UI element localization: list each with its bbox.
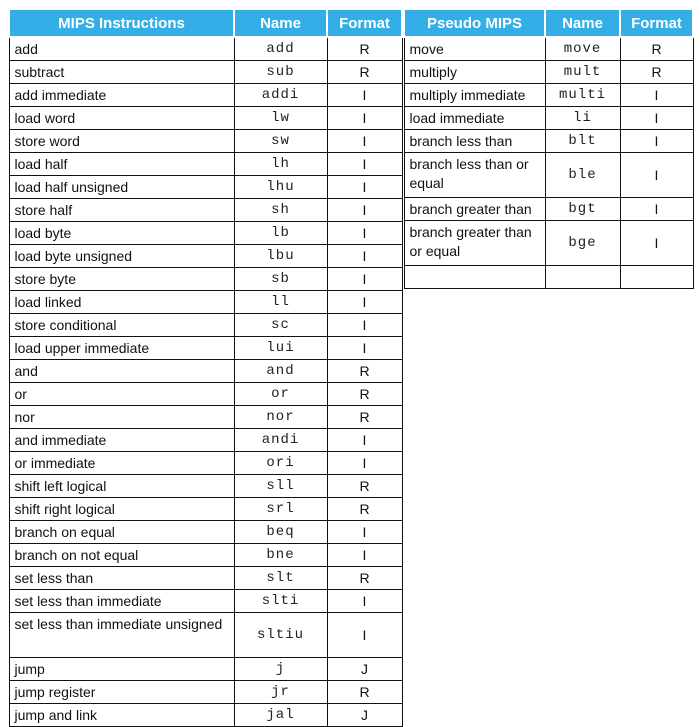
- format-cell: I: [327, 337, 402, 360]
- format-cell: I: [327, 176, 402, 199]
- mnemonic-cell: nor: [234, 406, 327, 429]
- instruction-cell: branch greater than: [404, 198, 545, 221]
- instruction-cell: branch on not equal: [9, 544, 234, 567]
- table-row: [404, 84, 693, 107]
- table-row: [9, 107, 402, 130]
- instruction-cell: load immediate: [404, 107, 545, 130]
- mnemonic-cell: mult: [545, 61, 620, 84]
- format-cell: J: [327, 658, 402, 681]
- instruction-cell: set less than immediate: [9, 590, 234, 613]
- format-cell: I: [327, 153, 402, 176]
- table-row: [404, 198, 693, 221]
- table-row: [9, 37, 402, 61]
- format-cell: J: [327, 704, 402, 727]
- mnemonic-cell: j: [234, 658, 327, 681]
- table-row: [9, 704, 402, 727]
- instruction-cell: nor: [9, 406, 234, 429]
- mnemonic-cell: addi: [234, 84, 327, 107]
- table-row: [404, 37, 693, 61]
- table-row: [9, 498, 402, 521]
- table-row: [404, 266, 693, 289]
- mnemonic-cell: [545, 266, 620, 289]
- instruction-cell: store word: [9, 130, 234, 153]
- table-header-row: [404, 9, 693, 37]
- table-row: [9, 153, 402, 176]
- mnemonic-cell: srl: [234, 498, 327, 521]
- table-row: [9, 383, 402, 406]
- mnemonic-cell: sll: [234, 475, 327, 498]
- mnemonic-cell: andi: [234, 429, 327, 452]
- mips-table-body: [9, 37, 402, 727]
- instruction-cell: load linked: [9, 291, 234, 314]
- header-format: Format: [620, 9, 693, 37]
- table-row: [9, 360, 402, 383]
- table-row: [9, 406, 402, 429]
- pseudo-table-body: [404, 37, 693, 289]
- table-row: [9, 61, 402, 84]
- format-cell: I: [327, 84, 402, 107]
- instruction-cell: add: [9, 37, 234, 61]
- table-header-row: [9, 9, 402, 37]
- header-pseudo-mips: Pseudo MIPS: [404, 9, 545, 37]
- mnemonic-cell: sb: [234, 268, 327, 291]
- instruction-cell: store byte: [9, 268, 234, 291]
- table-row: [9, 176, 402, 199]
- instruction-cell: or: [9, 383, 234, 406]
- mnemonic-cell: sub: [234, 61, 327, 84]
- instruction-cell: and: [9, 360, 234, 383]
- table-row: [9, 521, 402, 544]
- mnemonic-cell: jr: [234, 681, 327, 704]
- mnemonic-cell: ll: [234, 291, 327, 314]
- mnemonic-cell: lb: [234, 222, 327, 245]
- format-cell: R: [620, 37, 693, 61]
- mnemonic-cell: lw: [234, 107, 327, 130]
- mnemonic-cell: lh: [234, 153, 327, 176]
- instruction-cell: and immediate: [9, 429, 234, 452]
- format-cell: I: [327, 245, 402, 268]
- format-cell: R: [327, 383, 402, 406]
- table-row: [9, 429, 402, 452]
- format-cell: I: [620, 84, 693, 107]
- instruction-cell: subtract: [9, 61, 234, 84]
- instruction-cell: add immediate: [9, 84, 234, 107]
- instruction-cell: load half: [9, 153, 234, 176]
- format-cell: R: [620, 61, 693, 84]
- table-row: [404, 61, 693, 84]
- instruction-cell: branch less than: [404, 130, 545, 153]
- instruction-cell: multiply: [404, 61, 545, 84]
- format-cell: I: [327, 199, 402, 222]
- mnemonic-cell: lui: [234, 337, 327, 360]
- table-row: [9, 245, 402, 268]
- mnemonic-cell: slt: [234, 567, 327, 590]
- format-cell: I: [327, 521, 402, 544]
- table-row: [9, 590, 402, 613]
- instruction-cell: multiply immediate: [404, 84, 545, 107]
- mnemonic-cell: jal: [234, 704, 327, 727]
- table-row: [9, 222, 402, 245]
- format-cell: I: [327, 590, 402, 613]
- instruction-cell: shift right logical: [9, 498, 234, 521]
- table-row: [9, 658, 402, 681]
- mnemonic-cell: and: [234, 360, 327, 383]
- format-cell: I: [327, 268, 402, 291]
- mnemonic-cell: sltiu: [234, 613, 327, 658]
- instruction-cell: branch greater than or equal: [404, 221, 545, 266]
- mnemonic-cell: slti: [234, 590, 327, 613]
- mnemonic-cell: ble: [545, 153, 620, 198]
- mnemonic-cell: move: [545, 37, 620, 61]
- table-row: [9, 199, 402, 222]
- table-row: [9, 268, 402, 291]
- instruction-cell: branch on equal: [9, 521, 234, 544]
- format-cell: [620, 266, 693, 289]
- instruction-cell: store half: [9, 199, 234, 222]
- instruction-cell: load byte unsigned: [9, 245, 234, 268]
- instruction-cell: jump: [9, 658, 234, 681]
- header-name: Name: [234, 9, 327, 37]
- table-row: [9, 544, 402, 567]
- instruction-cell: or immediate: [9, 452, 234, 475]
- table-row: [9, 613, 402, 658]
- format-cell: I: [327, 544, 402, 567]
- mnemonic-cell: blt: [545, 130, 620, 153]
- instruction-cell: load upper immediate: [9, 337, 234, 360]
- instruction-cell: set less than: [9, 567, 234, 590]
- table-row: [9, 567, 402, 590]
- table-row: [404, 107, 693, 130]
- format-cell: I: [327, 130, 402, 153]
- mnemonic-cell: sw: [234, 130, 327, 153]
- mnemonic-cell: add: [234, 37, 327, 61]
- format-cell: R: [327, 567, 402, 590]
- instruction-cell: load byte: [9, 222, 234, 245]
- format-cell: I: [620, 107, 693, 130]
- format-cell: I: [620, 153, 693, 198]
- instruction-cell: load word: [9, 107, 234, 130]
- format-cell: R: [327, 681, 402, 704]
- header-format: Format: [327, 9, 402, 37]
- table-row: [404, 153, 693, 198]
- mnemonic-cell: lhu: [234, 176, 327, 199]
- mnemonic-cell: bgt: [545, 198, 620, 221]
- instruction-cell: load half unsigned: [9, 176, 234, 199]
- mnemonic-cell: sh: [234, 199, 327, 222]
- format-cell: R: [327, 360, 402, 383]
- table-row: [9, 337, 402, 360]
- mnemonic-cell: multi: [545, 84, 620, 107]
- instruction-cell: jump register: [9, 681, 234, 704]
- mnemonic-cell: or: [234, 383, 327, 406]
- format-cell: R: [327, 37, 402, 61]
- header-mips-instructions: MIPS Instructions: [9, 9, 234, 37]
- instruction-cell: store conditional: [9, 314, 234, 337]
- table-row: [404, 130, 693, 153]
- instruction-cell: jump and link: [9, 704, 234, 727]
- format-cell: I: [327, 314, 402, 337]
- mnemonic-cell: bge: [545, 221, 620, 266]
- format-cell: I: [620, 198, 693, 221]
- table-row: [9, 291, 402, 314]
- table-row: [9, 130, 402, 153]
- format-cell: R: [327, 498, 402, 521]
- format-cell: I: [327, 613, 402, 658]
- pseudo-mips-table: [403, 8, 694, 289]
- mnemonic-cell: li: [545, 107, 620, 130]
- format-cell: R: [327, 61, 402, 84]
- table-row: [9, 84, 402, 107]
- header-name: Name: [545, 9, 620, 37]
- table-row: [9, 475, 402, 498]
- mips-instructions-table: [8, 8, 403, 727]
- instruction-cell: move: [404, 37, 545, 61]
- mnemonic-cell: ori: [234, 452, 327, 475]
- instruction-cell: set less than immediate unsigned: [9, 613, 234, 658]
- format-cell: R: [327, 406, 402, 429]
- instruction-cell: branch less than or equal: [404, 153, 545, 198]
- table-row: [9, 452, 402, 475]
- table-row: [9, 314, 402, 337]
- mnemonic-cell: lbu: [234, 245, 327, 268]
- mnemonic-cell: beq: [234, 521, 327, 544]
- table-row: [9, 681, 402, 704]
- format-cell: I: [327, 291, 402, 314]
- mnemonic-cell: sc: [234, 314, 327, 337]
- format-cell: I: [620, 221, 693, 266]
- instruction-cell: [404, 266, 545, 289]
- format-cell: I: [327, 222, 402, 245]
- format-cell: I: [327, 107, 402, 130]
- format-cell: R: [327, 475, 402, 498]
- format-cell: I: [327, 452, 402, 475]
- format-cell: I: [327, 429, 402, 452]
- table-row: [404, 221, 693, 266]
- instruction-cell: shift left logical: [9, 475, 234, 498]
- mnemonic-cell: bne: [234, 544, 327, 567]
- format-cell: I: [620, 130, 693, 153]
